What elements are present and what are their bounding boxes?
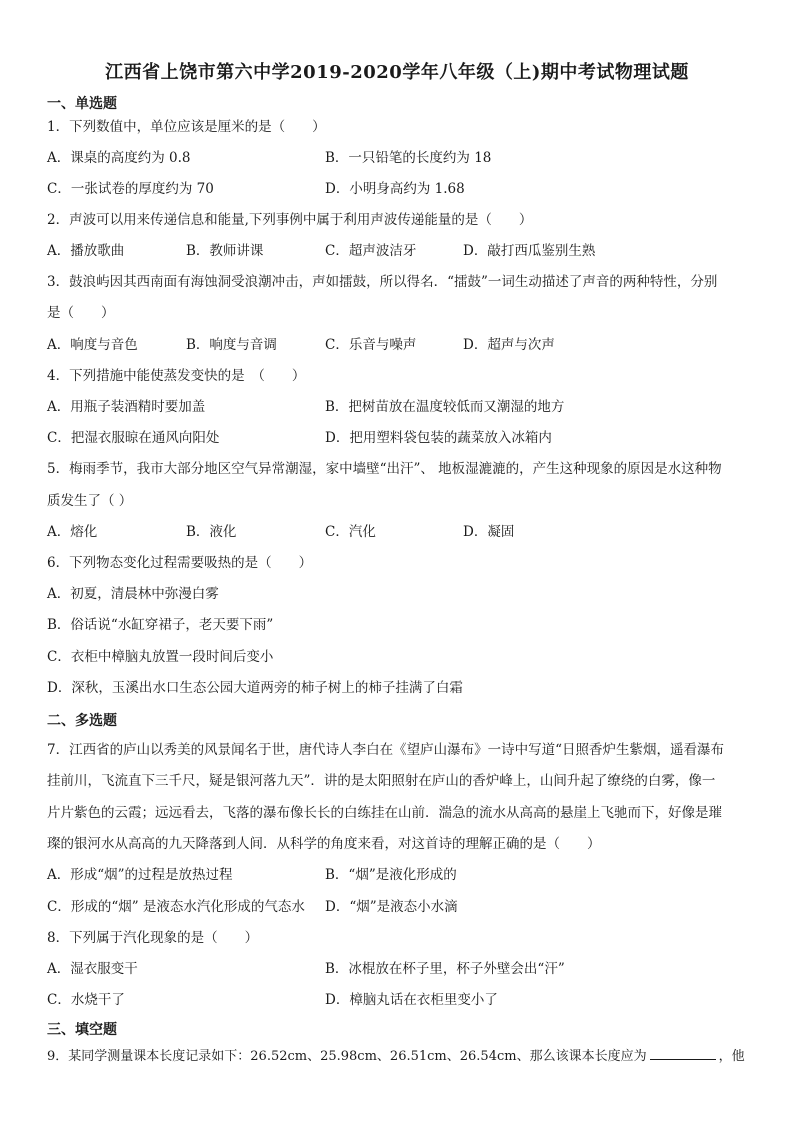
q4-option-d: D．把用塑料袋包装的蔬菜放入冰箱内 [325,430,552,446]
q1-option-d: D．小明身高约为 1.68 [325,181,465,197]
q2-option-b: B．教师讲课 [186,243,264,259]
q6-option-b: B．俗话说“水缸穿裙子，老天要下雨” [47,617,274,633]
q7-stem-line4: 璨的银河水从高高的九天降落到人间．从科学的角度来看，对这首诗的理解正确的是（ ） [47,836,601,852]
q3-option-b: B．响度与音调 [186,337,277,353]
q7-option-b: B．“烟”是液化形成的 [325,867,457,883]
q9-stem-before: 9．某同学测量课本长度记录如下：26.52cm、25.98cm、26.51cm、26.54cm、那么该课本长度应为 [47,1049,647,1064]
q1-option-b: B．一只铅笔的长度约为 18 [325,150,492,166]
q7-stem-line3: 片片紫色的云霞；远远看去，飞落的瀑布像长长的白练挂在山前．湍急的流水从高高的悬崖上飞驰而下，好像是璀 [47,805,722,821]
q4-option-a: A．用瓶子装酒精时要加盖 [47,399,206,415]
q5-option-b: B．液化 [186,524,237,540]
q4-option-b: B．把树苗放在温度较低而又潮湿的地方 [325,399,565,415]
q2-option-a: A．播放歌曲 [47,243,125,259]
q1-stem: 1．下列数值中，单位应该是厘米的是（ ） [47,119,326,135]
q9-stem [47,1045,745,1066]
q2-option-d: D．敲打西瓜鉴别生熟 [463,243,596,259]
q8-option-b: B．冰棍放在杯子里，杯子外壁会出“汗” [325,961,565,977]
section-multiple-choice: 二、多选题 [47,713,117,729]
q5-stem-line2: 质发生了（ ） [47,493,133,509]
q7-stem-line1: 7．江西省的庐山以秀美的风景闻名于世，唐代诗人李白在《望庐山瀑布》一诗中写道“日照香炉生紫烟，遥看瀑布 [47,742,724,758]
q9-answer-blank[interactable] [650,1045,716,1060]
q8-option-c: C．水烧干了 [47,992,125,1008]
q2-stem: 2．声波可以用来传递信息和能量,下列事例中属于利用声波传递能量的是（ ） [47,212,533,228]
q6-option-a: A．初夏，清晨林中弥漫白雾 [47,586,219,602]
q4-option-c: C．把湿衣服晾在通风向阳处 [47,430,220,446]
q8-option-d: D．樟脑丸话在衣柜里变小了 [325,992,498,1008]
q6-option-c: C．衣柜中樟脑丸放置一段时间后变小 [47,649,274,665]
q3-option-c: C．乐音与噪声 [325,337,417,353]
q1-option-c: C．一张试卷的厚度约为 70 [47,181,214,197]
q7-option-a: A．形成“烟”的过程是放热过程 [47,867,233,883]
q9-stem-after: ，他 [718,1049,745,1064]
q1-option-a: A．课桌的高度约为 0.8 [47,150,191,166]
section-fill-in-blank: 三、填空题 [47,1022,117,1038]
q7-option-c: C．形成的“烟” 是液态水汽化形成的气态水 [47,899,305,915]
section-single-choice: 一、单选题 [47,96,117,112]
q5-stem-line1: 5．梅雨季节，我市大部分地区空气异常潮湿，家中墙壁“出汗”、 地板湿漉漉的，产生这种现象的原因是水这种物 [47,461,722,477]
q3-option-a: A．响度与音色 [47,337,138,353]
q3-option-d: D．超声与次声 [463,337,555,353]
q3-stem-line1: 3．鼓浪屿因其西南面有海蚀洞受浪潮冲击，声如擂鼓，所以得名．“擂鼓”一词生动描述了声音的两种特性，分别 [47,274,718,290]
q5-option-d: D．凝固 [463,524,515,540]
q2-option-c: C．超声波洁牙 [325,243,417,259]
q8-option-a: A．湿衣服变干 [47,961,138,977]
q3-stem-line2: 是（ ） [47,305,115,321]
q6-stem: 6．下列物态变化过程需要吸热的是（ ） [47,555,313,571]
q7-stem-line2: 挂前川，飞流直下三千尺，疑是银河落九天”．讲的是太阳照射在庐山的香炉峰上，山间升起了缭绕的白雾，像一 [47,773,716,789]
q8-stem: 8．下列属于汽化现象的是（ ） [47,930,259,946]
q6-option-d: D．深秋，玉溪出水口生态公园大道两旁的柿子树上的柿子挂满了白霜 [47,680,463,696]
exam-title: 江西省上饶市第六中学2019-2020学年八年级（上)期中考试物理试题 [105,62,689,83]
q5-option-c: C．汽化 [325,524,376,540]
q7-option-d: D．“烟”是液态小水滴 [325,899,458,915]
q4-stem: 4．下列措施中能使蒸发变快的是 （ ） [47,368,306,384]
q5-option-a: A．熔化 [47,524,98,540]
